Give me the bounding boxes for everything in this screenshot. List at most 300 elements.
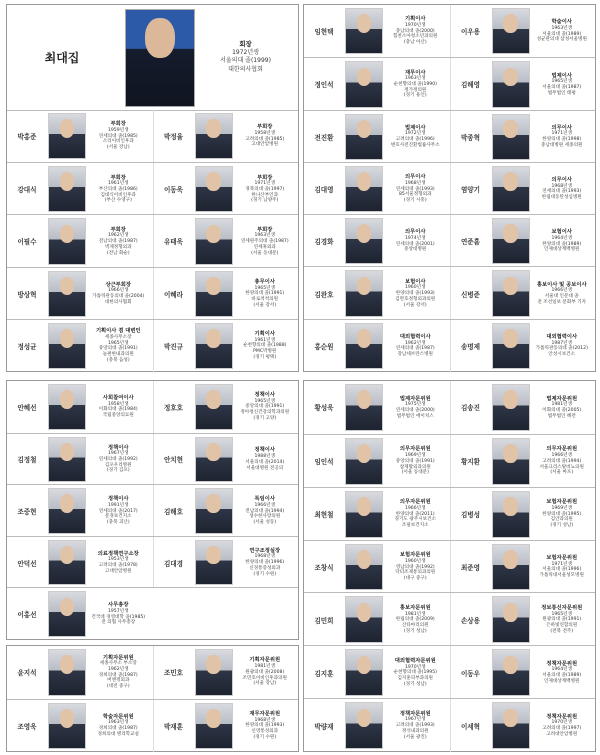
member-photo [492, 270, 530, 316]
member-info [383, 113, 448, 161]
member-role: 학술자문위원 [102, 713, 134, 720]
member-card [304, 163, 450, 215]
member-card [450, 435, 597, 488]
member-card [7, 434, 153, 486]
member-role: 부회장 [110, 121, 126, 128]
member-detail: (서울 강남) [106, 145, 130, 151]
member-detail: 원광의대 졸(1991) [542, 617, 582, 623]
member-role: 부회장 [110, 226, 126, 233]
member-photo [345, 323, 383, 369]
member-detail: (전북 전주) [550, 628, 574, 634]
member-name: 유태욱 [163, 238, 184, 247]
member-card [304, 488, 450, 541]
member-role: 재무자문위원 [249, 710, 281, 717]
member-info [383, 383, 448, 432]
member-detail: 1965년생 [551, 611, 573, 617]
member-role: 정책자문위원 [546, 713, 578, 720]
member-card [450, 699, 597, 752]
member-name: 안혜선 [17, 403, 37, 412]
member-detail: 서울의대 졸(1987) [542, 84, 582, 90]
member-row [304, 162, 595, 215]
member-detail: 변호사전진환법률사무소 [390, 142, 440, 148]
member-row [7, 433, 298, 486]
member-name: 이혜라 [163, 290, 184, 299]
member-detail: 순천향의대 졸(1995) [393, 670, 437, 676]
member-detail: 순천향의대 졸(1990) [393, 81, 437, 87]
member-photo [48, 218, 86, 264]
member-name: 이홍선 [17, 611, 37, 620]
member-grid [304, 381, 595, 751]
member-role: 보험자문위원 [546, 499, 578, 506]
member-role: 대외협력이사 [399, 333, 431, 340]
member-detail: 순천향의대 졸(1988) [243, 343, 287, 349]
member-info [233, 702, 298, 751]
member-card [7, 537, 153, 589]
member-role: 보험자문위원 [546, 555, 578, 562]
member-name: 손상용 [460, 616, 481, 625]
member-detail: 연세의대 졸(1992) [98, 456, 138, 462]
member-detail: 연세의대 졸(1993) [542, 189, 582, 195]
member-detail: 1963년생 [107, 720, 129, 726]
member-row [304, 319, 595, 372]
member-name: 안덕선 [17, 559, 37, 568]
member-detail: 고대안암병원 [104, 568, 132, 574]
member-detail: 1964년생 [551, 235, 573, 241]
member-detail: 한양의대 졸(1989) [542, 241, 582, 247]
member-info [383, 7, 448, 55]
member-name: 이동우 [460, 669, 481, 678]
member-detail: 고려대안암병원 [546, 731, 578, 737]
member-info [233, 322, 298, 370]
member-row [304, 5, 595, 57]
member-info [530, 383, 595, 432]
member-info [383, 490, 448, 539]
member-info [383, 60, 448, 108]
member-photo [195, 703, 233, 750]
member-detail: (경기 성남) [550, 523, 574, 529]
member-detail: 1963년생 [551, 25, 573, 31]
member-detail: (경기 김포) [106, 468, 130, 474]
member-role: 정보통신자문위원 [541, 605, 583, 612]
member-detail: 충남의대 졸(2000) [395, 28, 435, 34]
member-role: 기획자문위원 [249, 657, 281, 664]
member-detail: 1969년생 [404, 453, 426, 459]
member-detail: 1968년생 [551, 183, 573, 189]
president-block [7, 5, 298, 111]
member-detail: 1970년생 [404, 22, 426, 28]
member-detail: 1960년생 [404, 285, 426, 291]
member-card [304, 5, 450, 57]
member-detail: 1968년생 [254, 717, 276, 723]
member-role: 정책이사 [108, 496, 129, 503]
member-detail: 건국대 경영대학 졸(1985) [91, 614, 146, 620]
member-card [304, 646, 450, 699]
member-detail: 김완호정형외과의원 [395, 296, 436, 302]
member-detail: PMC박병원 [253, 349, 277, 355]
member-photo [48, 591, 86, 637]
member-role: 연구조정실장 [249, 547, 281, 554]
member-info [86, 112, 151, 160]
member-detail: 참제활외과의원 [399, 464, 431, 470]
member-info [530, 165, 595, 213]
member-name: 박정율 [163, 133, 184, 142]
member-detail: 벽제정형외과 [104, 244, 132, 250]
member-row [304, 592, 595, 646]
member-card [304, 381, 450, 434]
member-info [530, 595, 595, 644]
member-role: 부회장 [257, 226, 273, 233]
member-name: 김지훈 [314, 669, 334, 678]
member-detail: 고려의대 졸(1993) [395, 723, 435, 729]
member-detail: 고려의대 졸(1996) [395, 137, 435, 143]
member-detail: 1965년생 [254, 398, 276, 404]
member-detail: 연세의대 졸(1985) [98, 133, 138, 139]
member-detail: 서울의대 졸(1989) [542, 31, 582, 37]
member-detail: 1964년생 [551, 667, 573, 673]
member-detail: (충북 음성) [106, 357, 130, 363]
member-card [450, 5, 597, 57]
member-detail: 1974년생 [404, 235, 426, 241]
member-detail: 1963년생 [404, 76, 426, 82]
member-detail: 조민호이비인후과의원 [242, 675, 287, 681]
member-photo [195, 113, 233, 159]
member-photo [345, 61, 383, 107]
member-detail: 힘찬소아청소년과의원 [393, 34, 438, 40]
member-detail: 경희의대 졸(1987) [98, 726, 138, 732]
member-name: 신병준 [460, 290, 481, 299]
member-detail: 한양의대 졸(1998) [542, 137, 582, 143]
member-row [7, 699, 298, 753]
member-info [383, 437, 448, 486]
member-name: 방상혁 [17, 290, 37, 299]
member-photo [48, 540, 86, 586]
member-card [450, 267, 597, 319]
member-photo [492, 8, 530, 54]
member-detail: 버엔정외과 [107, 678, 130, 684]
member-detail: 서울의대 졸(2014) [245, 459, 285, 465]
member-row [304, 487, 595, 541]
member-name: 김해영 [460, 81, 481, 90]
member-name: 박종혁 [460, 133, 481, 142]
member-detail: 1962년생 [107, 666, 129, 672]
member-detail: (대전 중구) [106, 684, 130, 690]
member-detail: 세종사무소장 [104, 334, 132, 340]
member-detail: (대구 중구) [403, 576, 427, 582]
member-detail: 성수한사랑의원 [249, 514, 281, 520]
member-detail: 법무법인 태평 [547, 90, 576, 96]
member-detail: 중앙의대 졸(1991) [395, 458, 435, 464]
member-detail: 연세의대 졸(2017) [98, 508, 138, 514]
member-info [233, 436, 298, 484]
member-detail: 한양의대 졸(2011) [395, 511, 435, 517]
member-detail: 강남세브란스병원 [397, 352, 433, 358]
member-row [304, 381, 595, 434]
member-info [530, 113, 595, 161]
member-detail: 경희의대 병리학교실 [97, 731, 139, 737]
member-detail: 고려의대 졸(1994) [542, 458, 582, 464]
member-photo [48, 488, 86, 534]
member-detail: 1965년생 [551, 79, 573, 85]
member-detail: 1960년생 [404, 558, 426, 564]
member-name: 정성균 [17, 342, 37, 351]
member-card [7, 320, 153, 372]
member-photo [345, 270, 383, 316]
member-detail: 1962년생 [404, 340, 426, 346]
member-role: 기획자문위원 [102, 654, 134, 661]
member-photo [492, 166, 530, 212]
president-line: 서울의대 졸(1999) [220, 57, 271, 65]
member-detail: 원광의대 졸(2008) [245, 669, 285, 675]
member-photo [195, 323, 233, 369]
member-card [304, 320, 450, 372]
member-info [233, 539, 298, 587]
member-name: 박량재 [314, 722, 334, 731]
member-detail: (충남 아산) [403, 40, 427, 46]
member-detail: 성균관의대 삼성서울병원 [536, 37, 587, 43]
member-detail: 충남대병원 세종의원 [541, 142, 583, 148]
member-photo [345, 8, 383, 54]
member-role: 법제자문위원 [399, 395, 431, 402]
member-card [153, 320, 300, 372]
member-role: 대외협력자문위원 [394, 657, 436, 664]
member-name: 정호호 [163, 403, 184, 412]
member-detail: 늘편한내과의원 [102, 352, 134, 358]
member-info [233, 217, 298, 265]
member-card [450, 541, 597, 594]
member-detail: (서울 성동) [253, 520, 277, 526]
member-detail: (경기 고양) [253, 415, 277, 421]
member-detail: (충북 괴산) [106, 520, 130, 526]
member-detail: 1953년생 [107, 557, 129, 563]
member-name: 최현철 [314, 511, 334, 520]
member-detail: 1970년생 [404, 664, 426, 670]
member-name: 조창식 [314, 563, 334, 572]
member-name: 김대영 [314, 185, 334, 194]
member-detail: (부산 수영구) [104, 198, 132, 204]
member-card [7, 485, 153, 537]
member-detail: 1963년생 [254, 233, 276, 239]
member-role: 보험이사 [551, 229, 572, 236]
member-detail: 법무법인 해련 [547, 413, 576, 419]
member-card [7, 163, 153, 215]
member-info [530, 269, 595, 317]
member-name: 김병성 [460, 511, 481, 520]
member-detail: 고대안암병원 [251, 142, 279, 148]
member-detail: 서울대병원 전공의 [246, 465, 284, 471]
member-detail: 1966년생 [551, 453, 573, 459]
member-card [153, 215, 300, 267]
member-detail: 경북의대 졸(1997) [245, 186, 285, 192]
member-detail: 1958년생 [254, 130, 276, 136]
member-role: 사무총장 [108, 602, 129, 609]
member-info [233, 648, 298, 697]
member-detail: 안성시보건소 [548, 352, 576, 358]
member-photo [195, 488, 233, 534]
member-role: 의무자문위원 [546, 446, 578, 453]
member-role: 총무이사 [254, 278, 275, 285]
member-row [304, 266, 595, 319]
member-card [7, 268, 153, 320]
member-detail: 은하빛연합의원 [546, 623, 578, 629]
member-role: 학술이사 [551, 19, 572, 26]
member-info [530, 490, 595, 539]
member-role: 부회장 [257, 124, 273, 131]
member-role: 상근부회장 [105, 281, 132, 288]
member-info [383, 217, 448, 265]
member-row [7, 646, 298, 699]
member-card [304, 541, 450, 594]
member-detail: 이화의대 졸(1984) [98, 407, 138, 413]
member-role: 보험자문위원 [399, 552, 431, 559]
member-role: 홍보이사 및 공보이사 [536, 281, 587, 288]
member-card [304, 699, 450, 752]
member-card [153, 700, 300, 753]
member-name: 김정철 [17, 456, 37, 465]
member-role: 사회참여이사 [102, 394, 134, 401]
panel-executives-3 [6, 380, 299, 640]
member-detail: 85서울정형외과 [399, 192, 432, 198]
member-name: 홍순원 [314, 342, 334, 351]
member-photo [345, 702, 383, 749]
member-detail: 한양의대 졸(1996) [245, 560, 285, 566]
member-info [530, 217, 595, 265]
member-card [153, 485, 300, 537]
member-detail: 경희의대 졸(1987) [98, 672, 138, 678]
member-detail: 1971년생 [551, 131, 573, 137]
member-photo [492, 702, 530, 749]
president-line: 1972년생 [232, 48, 259, 56]
member-detail: 1971년생 [254, 181, 276, 187]
member-name: 박재훈 [163, 722, 184, 731]
member-row [304, 214, 595, 267]
member-role: 의무이사 [405, 229, 426, 236]
member-photo [195, 218, 233, 264]
member-detail: 1965년생 [107, 340, 129, 346]
member-card [450, 646, 597, 699]
member-role: 기획이사 [405, 16, 426, 23]
member-detail: 김포우리병원 [104, 462, 132, 468]
member-info [86, 270, 151, 318]
member-detail: 정석내과의원 [401, 728, 429, 734]
member-photo [48, 113, 86, 159]
member-name: 염양기 [460, 185, 481, 194]
member-name: 박홍준 [17, 133, 37, 142]
member-detail: (서울 동대문) [401, 470, 429, 476]
president-role: 회장 [239, 39, 252, 48]
member-name: 김해호 [163, 507, 184, 516]
member-photo [492, 438, 530, 485]
member-role: 정책자문위원 [546, 660, 578, 667]
member-detail: 1969년생 [551, 505, 573, 511]
member-detail: (서울 마포) [550, 470, 574, 476]
member-card [7, 110, 153, 162]
member-detail: 서울의대 졸(1989) [542, 673, 582, 679]
member-detail: 1971년생 [551, 561, 573, 567]
member-grid [304, 5, 595, 371]
member-card [7, 381, 153, 433]
member-info [530, 7, 595, 55]
member-detail: 전남의대 졸(1994) [245, 508, 285, 514]
member-card [304, 593, 450, 646]
member-detail: 신경통증성외과 [249, 565, 281, 571]
panel-advisors-2 [303, 380, 596, 752]
member-photo [195, 437, 233, 483]
member-card [450, 593, 597, 646]
member-photo [48, 271, 86, 317]
member-detail: 1987년생 [551, 340, 573, 346]
member-card [304, 111, 450, 163]
member-info [233, 112, 298, 160]
member-detail: 한나산부인과 [251, 192, 279, 198]
member-role: 정책이사 [254, 392, 275, 399]
member-row [304, 110, 595, 163]
member-row [7, 214, 298, 267]
member-info [86, 648, 151, 697]
member-role: 법제이사 [551, 72, 572, 79]
member-detail: 영남의대 졸(1992) [395, 564, 435, 570]
member-name: 전진환 [314, 133, 334, 142]
member-photo [492, 649, 530, 696]
member-detail: 1959년생 [107, 127, 129, 133]
member-name: 강대식 [17, 186, 37, 195]
member-info [530, 543, 595, 592]
member-card [7, 588, 153, 640]
member-detail: 1967년생 [404, 717, 426, 723]
member-detail: 이화의대 졸(2005) [542, 407, 582, 413]
member-info [383, 648, 448, 697]
member-photo [48, 323, 86, 369]
member-detail: 1981년생 [254, 664, 276, 670]
member-detail: 1968년생 [404, 180, 426, 186]
member-role: 의무자문위원 [399, 446, 431, 453]
member-detail: 부산의대 졸(1986) [98, 186, 138, 192]
member-detail: 1968년생 [254, 554, 276, 560]
member-detail: (경기 시흥) [403, 198, 427, 204]
member-row [7, 162, 298, 215]
member-name: 조영욱 [17, 722, 37, 731]
member-photo [48, 166, 86, 212]
member-detail: 1988년생 [254, 454, 276, 460]
member-detail: 신영통성외과 [251, 729, 279, 735]
member-card [450, 320, 597, 372]
member-detail: 고려의대 졸(1978) [98, 563, 138, 569]
member-card [7, 215, 153, 267]
member-detail: 문경보건지소 [104, 514, 132, 520]
member-card [304, 435, 450, 488]
member-grid [7, 381, 298, 639]
member-photo [492, 491, 530, 538]
member-photo [195, 384, 233, 430]
member-photo [492, 114, 530, 160]
member-detail: (경기 수원) [253, 734, 277, 740]
member-detail: 바로척척의원 [251, 296, 279, 302]
member-role: 정책이사 [108, 444, 129, 451]
member-detail: (서울 광진) [403, 734, 427, 740]
member-row [7, 536, 298, 589]
member-detail: 1972년생 [404, 131, 426, 137]
member-row [7, 484, 298, 537]
member-photo [492, 218, 530, 264]
panel-executives-2 [303, 4, 596, 372]
member-detail: 한양의대 졸(1991) [245, 291, 285, 297]
member-role: 의무이사 [405, 174, 426, 181]
member-info [383, 701, 448, 750]
member-detail: 1961년생 [107, 181, 129, 187]
member-detail: 소리이비인후과 [102, 139, 134, 145]
member-role: 대외협력이사 [546, 333, 578, 340]
member-detail: 조필보건지소 [401, 523, 429, 529]
member-role: 정책자문위원 [399, 710, 431, 717]
